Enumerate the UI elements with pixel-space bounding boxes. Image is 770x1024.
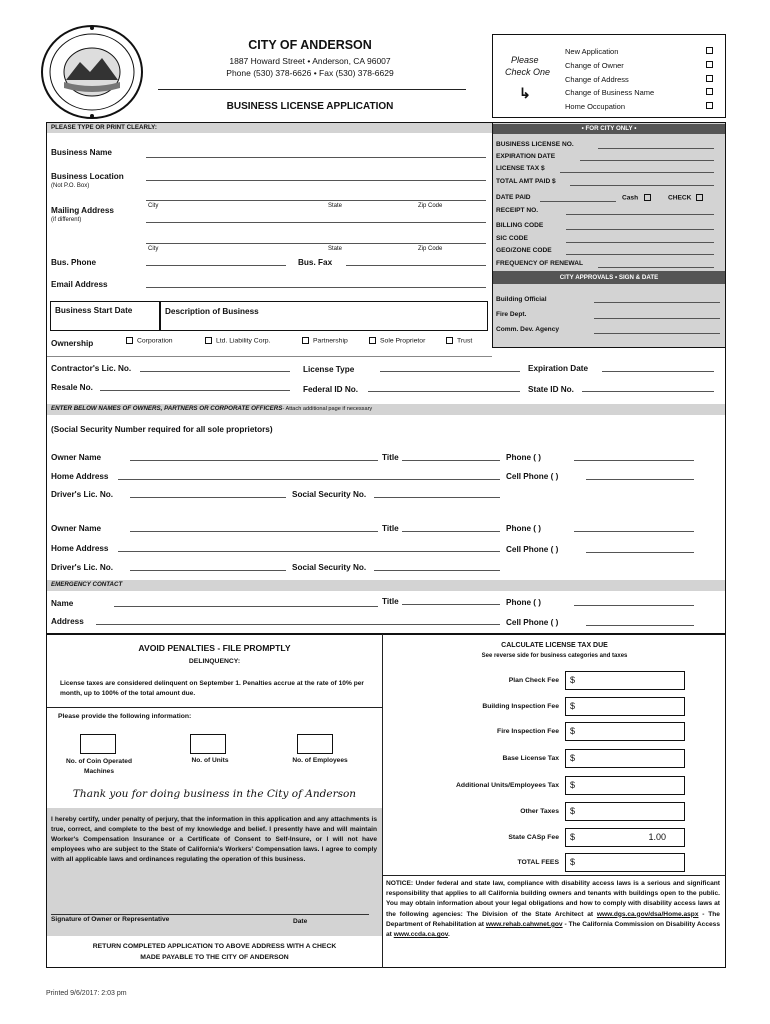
checkbox-icon[interactable]: [696, 194, 703, 201]
ssn-label: Social Security No.: [292, 490, 367, 499]
mailing-address-field-2[interactable]: [146, 222, 486, 223]
checkbox-icon[interactable]: [205, 337, 212, 344]
ssn-note: (Social Security Number required for all sole proprietors): [51, 425, 273, 434]
city-seal: [40, 24, 144, 120]
fee-input[interactable]: $: [565, 749, 685, 768]
owner-name-field[interactable]: [130, 531, 378, 532]
business-location-field[interactable]: [146, 180, 486, 181]
license-type-field[interactable]: [380, 371, 520, 372]
emergency-address-label: Address: [51, 617, 84, 626]
divider: [383, 875, 726, 876]
mailing-city-field[interactable]: [146, 243, 486, 244]
license-type-label: License Type: [303, 365, 355, 374]
approval-line[interactable]: [594, 302, 720, 303]
approval-line[interactable]: [594, 318, 720, 319]
ownership-option[interactable]: Ltd. Liability Corp.: [205, 337, 270, 344]
certification-text: I hereby certify, under penalty of perjury, that the information in this application and any attachments is true, correct, and complete to the best of my knowledge and belief. I presently have and will maintain Worker's Compensation Insurance or a Certificate of Consent to Self-Insure, or I will not have employees who are subject to the State of California's Workers' Compensation laws. I agree to comply with all applicable laws and ordinances regulating the operation of this business.: [51, 816, 377, 863]
expiration-field[interactable]: [602, 371, 714, 372]
employees-box[interactable]: [297, 734, 333, 754]
city-field-line[interactable]: [566, 214, 714, 215]
city-field-line[interactable]: [598, 148, 714, 149]
owners-heading: ENTER BELOW NAMES OF OWNERS, PARTNERS OR CORPORATE OFFICERS- Attach additional page if necessary: [47, 404, 725, 415]
checkbox-icon[interactable]: [644, 194, 651, 201]
fee-input[interactable]: $: [565, 697, 685, 716]
resale-field[interactable]: [100, 390, 290, 391]
units-label: No. of Units: [191, 757, 229, 764]
emergency-title-field[interactable]: [402, 604, 500, 605]
check-one-option[interactable]: Change of Address: [565, 75, 717, 84]
lower-divider: [382, 634, 383, 968]
checkbox-icon[interactable]: [706, 88, 713, 95]
mailing-address-note: (if different): [51, 217, 82, 223]
bus-phone-label: Bus. Phone: [51, 258, 97, 267]
notice-link-dsa[interactable]: www.dgs.ca.gov/dsa/Home.aspx: [596, 910, 699, 918]
business-location-label: Business Location: [51, 172, 124, 181]
city-field-line[interactable]: [598, 267, 714, 268]
drivers-lic-field[interactable]: [130, 570, 286, 571]
check-one-option[interactable]: New Application: [565, 47, 717, 56]
emergency-address-field[interactable]: [96, 624, 500, 625]
contractor-field[interactable]: [140, 371, 290, 372]
provide-info-label: Please provide the following information:: [58, 713, 192, 720]
fee-input[interactable]: $: [565, 853, 685, 872]
city-field-line[interactable]: [540, 201, 616, 202]
fee-input[interactable]: $: [565, 722, 685, 741]
emergency-cell-label: Cell Phone ( ): [506, 618, 559, 627]
header-rule: [158, 89, 466, 90]
business-name-label: Business Name: [51, 148, 112, 157]
date-label: Date: [293, 918, 308, 925]
checkbox-icon[interactable]: [706, 61, 713, 68]
notice-link-ccda[interactable]: www.ccda.ca.gov: [393, 931, 448, 939]
business-start-date-box[interactable]: Business Start Date: [50, 301, 160, 331]
return-line-2: MADE PAYABLE TO THE CITY OF ANDERSON: [140, 954, 289, 961]
checkbox-icon[interactable]: [369, 337, 376, 344]
penalties-text: License taxes are considered delinquent on September 1. Penalties accrue at the rate of 10% per month, up to 100% of the total amount due.: [60, 680, 364, 697]
signature-field[interactable]: [51, 914, 369, 915]
city-approvals-heading: CITY APPROVALS • SIGN & DATE: [493, 271, 725, 284]
divider: [47, 707, 382, 708]
delinquency-label: DELINQUENCY:: [188, 658, 241, 665]
units-box[interactable]: [190, 734, 226, 754]
fee-label: Building Inspection Fee: [482, 703, 559, 710]
owner-title-field[interactable]: [402, 531, 500, 532]
employees-label: No. of Employees: [292, 757, 348, 764]
cell-phone-label: Cell Phone ( ): [506, 472, 559, 481]
cell-phone-field[interactable]: [586, 552, 694, 553]
coin-machines-box[interactable]: [80, 734, 116, 754]
divider: [47, 356, 492, 357]
drivers-lic-field[interactable]: [130, 497, 286, 498]
check-one-panel: [492, 34, 726, 118]
city-caption: City: [148, 203, 159, 209]
checkbox-icon[interactable]: [446, 337, 453, 344]
owner-title-field[interactable]: [402, 460, 500, 461]
fee-label: Fire Inspection Fee: [497, 728, 559, 735]
state-id-field[interactable]: [582, 391, 714, 392]
ssn-field[interactable]: [374, 570, 500, 571]
city-field-line[interactable]: [566, 229, 714, 230]
emergency-phone-field[interactable]: [574, 605, 694, 606]
city-field-line[interactable]: [566, 242, 714, 243]
ssn-label: Social Security No.: [292, 563, 367, 572]
emergency-phone-label: Phone ( ): [506, 598, 542, 607]
fee-input[interactable]: $: [565, 776, 685, 795]
ssn-field[interactable]: [374, 497, 500, 498]
city-use-heading: • FOR CITY ONLY •: [493, 124, 725, 134]
notice-text: NOTICE: Under federal and state law, compliance with disability access laws is a serious and significant responsibility that applies to all California building owners and tenants with buildings open to the public. You may obtain information about your legal obligations and how to comply with disability access laws at the following agencies: The Division of the State Architect at www.dgs.ca.gov/dsa/Home.aspx - The Department of Rehabilitation at www.rehab.cahwnet.gov - The California Commission on Disability Access at www.ccda.ca.gov.: [386, 880, 720, 939]
home-address-label: Home Address: [51, 544, 109, 553]
drivers-lic-label: Driver's Lic. No.: [51, 563, 114, 572]
city-field-label: BUSINESS LICENSE NO.: [496, 141, 574, 148]
state-caption: State: [328, 203, 343, 209]
checkbox-icon[interactable]: [706, 75, 713, 82]
owner-title-label: Title: [382, 524, 399, 533]
home-address-label: Home Address: [51, 472, 109, 481]
fee-label: Other Taxes: [520, 808, 559, 815]
owner-phone-field[interactable]: [574, 460, 694, 461]
federal-id-label: Federal ID No.: [303, 385, 359, 394]
city-field-label: RECEIPT NO.: [496, 207, 539, 214]
description-box[interactable]: Description of Business: [160, 301, 488, 331]
zip-caption: Zip Code: [418, 246, 443, 252]
city-field-label: BILLING CODE: [496, 222, 544, 229]
owner-name-field[interactable]: [130, 460, 378, 461]
owner-title-label: Title: [382, 453, 399, 462]
notice-link-rehab[interactable]: www.rehab.cahwnet.gov: [485, 920, 563, 928]
city-phone: Phone (530) 378-6626 • Fax (530) 378-6629: [226, 68, 394, 78]
certification-panel: [47, 808, 382, 936]
check-one-option[interactable]: Change of Owner: [565, 61, 717, 70]
fee-label: Plan Check Fee: [508, 677, 559, 684]
return-line-1: RETURN COMPLETED APPLICATION TO ABOVE ADDRESS WITH A CHECK: [92, 943, 337, 950]
city-field-label: FREQUENCY OF RENEWAL: [496, 260, 584, 267]
business-location-note: (Not P.O. Box): [51, 183, 90, 189]
check-one-option[interactable]: Home Occupation: [565, 102, 717, 111]
city-field-label: EXPIRATION DATE: [496, 153, 556, 160]
penalties-heading: AVOID PENALTIES - FILE PROMPTLY: [138, 643, 291, 653]
fee-label: TOTAL FEES: [517, 859, 559, 866]
emergency-heading: EMERGENCY CONTACT: [47, 580, 725, 591]
email-label: Email Address: [51, 280, 108, 289]
checkbox-icon[interactable]: [126, 337, 133, 344]
cell-phone-field[interactable]: [586, 479, 694, 480]
cash-option[interactable]: Cash: [622, 194, 655, 201]
bus-phone-field[interactable]: [146, 265, 286, 266]
city-field-label: LICENSE TAX $: [496, 165, 545, 172]
owner-phone-label: Phone ( ): [506, 453, 542, 462]
mailing-address-field[interactable]: [146, 200, 486, 201]
ownership-option[interactable]: Sole Proprietor: [369, 337, 425, 344]
approval-label: Comm. Dev. Agency: [496, 326, 560, 333]
ownership-option[interactable]: Partnership: [302, 337, 348, 344]
arrow-icon: ↳: [519, 85, 531, 101]
expiration-label: Expiration Date: [528, 364, 589, 373]
fee-input[interactable]: $: [565, 802, 685, 821]
city-field-line[interactable]: [560, 172, 714, 173]
signature-label: Signature of Owner or Representative: [51, 916, 170, 923]
city-field-line[interactable]: [570, 185, 714, 186]
city-field-label: GEO/ZONE CODE: [496, 247, 552, 254]
page-title: CITY OF ANDERSON: [248, 38, 372, 52]
bus-fax-field[interactable]: [346, 265, 486, 266]
checkbox-icon[interactable]: [706, 102, 713, 109]
city-caption: City: [148, 246, 159, 252]
ownership-option[interactable]: Corporation: [126, 337, 173, 344]
tax-heading: CALCULATE LICENSE TAX DUE: [501, 642, 608, 649]
form-title: BUSINESS LICENSE APPLICATION: [226, 101, 394, 112]
zip-caption: Zip Code: [418, 203, 443, 209]
check-one-option[interactable]: Change of Business Name: [565, 88, 717, 97]
owner-phone-label: Phone ( ): [506, 524, 542, 533]
check-one-label: Check One: [505, 67, 551, 77]
tax-subheading: See reverse side for business categories and taxes: [481, 653, 628, 659]
printed-timestamp: Printed 9/6/2017: 2:03 pm: [46, 990, 127, 997]
owner-name-label: Owner Name: [51, 524, 102, 533]
home-address-field[interactable]: [118, 479, 500, 480]
check-payment-option[interactable]: CHECK: [668, 194, 707, 201]
check-one-please: Please: [511, 55, 539, 65]
federal-id-field[interactable]: [368, 391, 520, 392]
fee-label: State CASp Fee: [508, 834, 559, 841]
city-field-line[interactable]: [566, 254, 714, 255]
emergency-name-field[interactable]: [114, 606, 378, 607]
fee-input[interactable]: $: [565, 671, 685, 690]
email-field[interactable]: [146, 287, 486, 288]
cell-phone-label: Cell Phone ( ): [506, 545, 559, 554]
drivers-lic-label: Driver's Lic. No.: [51, 490, 114, 499]
resale-label: Resale No.: [51, 383, 93, 392]
state-id-label: State ID No.: [528, 385, 574, 394]
emergency-name-label: Name: [51, 599, 74, 608]
business-name-field[interactable]: [146, 157, 486, 158]
thank-you-text: Thank you for doing business in the City of Anderson: [72, 788, 357, 800]
city-field-label: TOTAL AMT PAID $: [496, 178, 556, 185]
owner-phone-field[interactable]: [574, 531, 694, 532]
owner-name-label: Owner Name: [51, 453, 102, 462]
home-address-field[interactable]: [118, 551, 500, 552]
checkbox-icon[interactable]: [706, 47, 713, 54]
ownership-option[interactable]: Trust: [446, 337, 472, 344]
city-address: 1887 Howard Street • Anderson, CA 96007: [229, 56, 391, 66]
fee-label: Additional Units/Employees Tax: [456, 782, 559, 789]
fee-label: Base License Tax: [502, 755, 559, 762]
city-field-label: SIC CODE: [496, 235, 528, 242]
bus-fax-label: Bus. Fax: [298, 258, 333, 267]
approval-label: Fire Dept.: [496, 311, 527, 318]
approval-line[interactable]: [594, 333, 720, 334]
section-heading-business: PLEASE TYPE OR PRINT CLEARLY:: [47, 123, 492, 133]
city-field-line[interactable]: [580, 160, 714, 161]
approval-label: Building Official: [496, 296, 547, 303]
emergency-title-label: Title: [382, 597, 399, 606]
contractor-label: Contractor's Lic. No.: [51, 364, 132, 373]
coin-machines-label: No. of Coin Operated Machines: [66, 758, 132, 775]
city-field-label: DATE PAID: [496, 194, 531, 201]
fee-input[interactable]: $ 1.00: [565, 828, 685, 847]
state-caption: State: [328, 246, 343, 252]
ownership-label: Ownership: [51, 339, 94, 348]
checkbox-icon[interactable]: [302, 337, 309, 344]
emergency-cell-field[interactable]: [586, 625, 694, 626]
mailing-address-label: Mailing Address: [51, 206, 114, 215]
